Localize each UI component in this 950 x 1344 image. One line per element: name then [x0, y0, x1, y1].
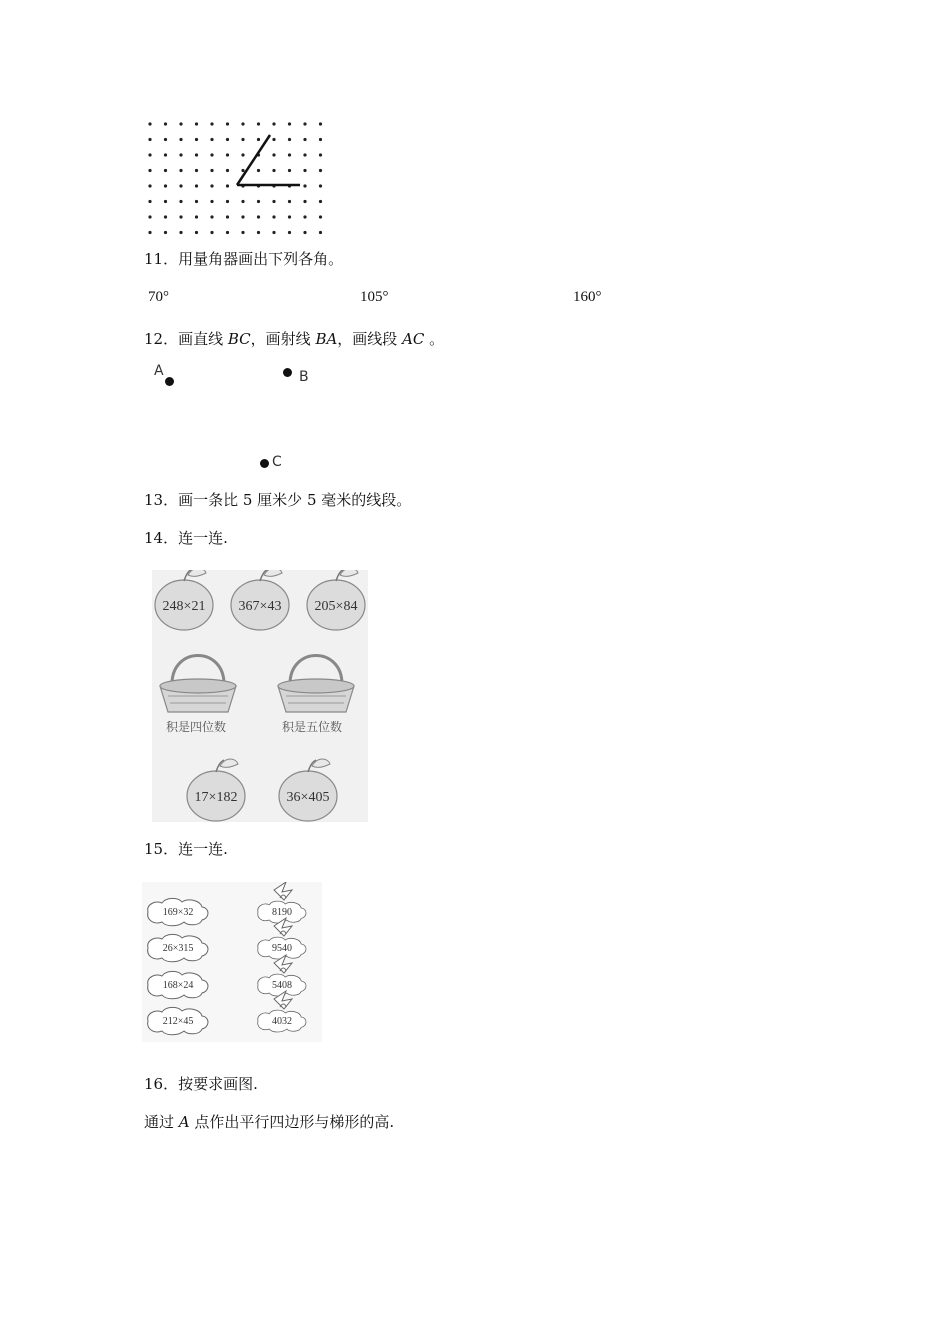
grid-dot — [319, 184, 322, 187]
left-cloud-4[interactable] — [148, 1007, 208, 1034]
left-cloud-1-label: 169×32 — [162, 907, 194, 918]
point-a-label: A — [154, 363, 164, 379]
grid-dot — [272, 153, 275, 156]
left-cloud-3-label: 168×24 — [162, 980, 194, 991]
apple-bottom-1-label: 17×182 — [194, 790, 238, 805]
grid-dot — [226, 200, 229, 203]
point-b-label: B — [299, 369, 309, 385]
grid-dot — [288, 169, 291, 172]
grid-dot — [210, 153, 213, 156]
question-text: 连一连. — [178, 840, 228, 858]
grid-dot — [241, 153, 244, 156]
apple-top-2[interactable] — [231, 570, 289, 630]
grid-dot — [195, 184, 198, 187]
apple-top-1-label: 248×21 — [162, 599, 206, 614]
grid-dot — [257, 231, 260, 234]
grid-dot — [210, 215, 213, 218]
right-cloud-1-label: 8190 — [272, 907, 292, 918]
grid-dot — [288, 122, 291, 125]
grid-dot — [303, 122, 306, 125]
grid-dot — [241, 200, 244, 203]
angle-105: 105° — [360, 289, 389, 305]
question-number: 13． — [144, 491, 179, 509]
question-text: 用量角器画出下列各角。 — [178, 250, 344, 268]
point-a-dot — [165, 377, 174, 386]
grid-dot — [319, 215, 322, 218]
grid-dot — [148, 200, 151, 203]
grid-dot — [303, 215, 306, 218]
grid-dot — [148, 138, 151, 141]
grid-dot — [288, 153, 291, 156]
right-cloud-1[interactable] — [258, 882, 306, 923]
grid-dot — [303, 169, 306, 172]
grid-dot — [319, 122, 322, 125]
question-number: 16． — [144, 1075, 179, 1093]
grid-dot — [257, 200, 260, 203]
grid-dot — [195, 200, 198, 203]
grid-dot — [148, 184, 151, 187]
grid-dot — [272, 169, 275, 172]
grid-dot — [195, 169, 198, 172]
question-14 — [144, 528, 228, 548]
grid-dot — [195, 153, 198, 156]
grid-dot — [210, 200, 213, 203]
grid-dot — [210, 169, 213, 172]
grid-dot — [148, 215, 151, 218]
segment-ac-label: AC — [402, 330, 425, 348]
basket-2-label: 积是五位数 — [282, 720, 343, 734]
grid-dot — [164, 231, 167, 234]
apple-bottom-1[interactable] — [187, 759, 245, 821]
grid-dot — [288, 231, 291, 234]
grid-dot — [257, 138, 260, 141]
question-number: 14． — [144, 529, 179, 547]
question-number: 15． — [144, 840, 179, 858]
grid-dot — [179, 231, 182, 234]
grid-dot — [226, 169, 229, 172]
grid-dot — [288, 215, 291, 218]
point-c-dot — [260, 459, 269, 468]
angle-ray-slanted — [237, 135, 270, 185]
right-cloud-2-label: 9540 — [272, 943, 292, 954]
question-16-instruction: 通过 A 点作出平行四边形与梯形的高. — [144, 1113, 395, 1131]
right-cloud-2[interactable] — [258, 918, 306, 959]
basket-2[interactable] — [278, 656, 354, 713]
grid-dot — [164, 184, 167, 187]
cloud-matching-drawing — [142, 882, 322, 1042]
grid-dot — [226, 138, 229, 141]
grid-dot — [241, 215, 244, 218]
grid-dot — [148, 231, 151, 234]
angle-160: 160° — [573, 289, 602, 305]
grid-dot — [241, 138, 244, 141]
grid-dot — [164, 200, 167, 203]
grid-dot — [148, 169, 151, 172]
left-cloud-4-label: 212×45 — [162, 1016, 194, 1027]
question-12: 12．画直线 BC，画射线 BA，画线段 AC 。 — [144, 330, 445, 348]
right-cloud-4-label: 4032 — [272, 1016, 292, 1027]
question-13 — [144, 490, 411, 510]
apple-bottom-2[interactable] — [279, 759, 337, 821]
grid-dot — [164, 153, 167, 156]
grid-dot — [272, 200, 275, 203]
right-cloud-4[interactable] — [258, 991, 306, 1032]
grid-dot — [241, 169, 244, 172]
grid-dot — [303, 231, 306, 234]
question-text: 按要求画图. — [178, 1075, 258, 1093]
apple-basket-drawing — [152, 570, 368, 822]
grid-dot — [195, 122, 198, 125]
point-c-label: C — [272, 454, 282, 470]
line-bc-label: BC — [227, 330, 251, 348]
grid-dot — [241, 231, 244, 234]
left-cloud-3[interactable] — [148, 971, 208, 998]
grid-dot — [303, 200, 306, 203]
ray-ba-label: BA — [315, 330, 338, 348]
grid-dot — [272, 138, 275, 141]
dot-grid-angle-figure — [140, 118, 340, 238]
grid-dot — [210, 184, 213, 187]
grid-dot — [195, 138, 198, 141]
grid-dot — [210, 122, 213, 125]
right-cloud-3[interactable] — [258, 955, 306, 996]
grid-dot — [303, 153, 306, 156]
grid-dot — [179, 169, 182, 172]
apple-bottom-2-label: 36×405 — [286, 790, 330, 805]
grid-dot — [319, 138, 322, 141]
apple-top-1[interactable] — [155, 570, 213, 630]
grid-dot — [179, 184, 182, 187]
basket-1[interactable] — [160, 656, 236, 713]
grid-dot — [303, 138, 306, 141]
grid-dot — [257, 215, 260, 218]
grid-dot — [164, 169, 167, 172]
question-11 — [144, 249, 343, 269]
grid-dot — [257, 122, 260, 125]
grid-dot — [195, 215, 198, 218]
apple-top-3-label: 205×84 — [314, 599, 358, 614]
grid-dot — [272, 231, 275, 234]
basket-1-label: 积是四位数 — [166, 720, 227, 734]
grid-dot — [226, 215, 229, 218]
grid-dot — [148, 153, 151, 156]
grid-dot — [179, 122, 182, 125]
grid-dot — [241, 122, 244, 125]
grid-dot — [288, 138, 291, 141]
question-text: 连一连. — [178, 529, 228, 547]
right-cloud-3-label: 5408 — [272, 980, 292, 991]
grid-dot — [179, 215, 182, 218]
grid-dot — [179, 138, 182, 141]
question-16 — [144, 1074, 258, 1094]
cloud-matching-figure — [142, 882, 322, 1042]
grid-dot — [272, 215, 275, 218]
grid-dot — [179, 153, 182, 156]
question-number: 12． — [144, 330, 179, 348]
grid-dot — [319, 231, 322, 234]
grid-dot — [148, 122, 151, 125]
grid-dot — [319, 169, 322, 172]
grid-dot — [257, 169, 260, 172]
grid-dot — [319, 153, 322, 156]
grid-dot — [179, 200, 182, 203]
grid-dot — [303, 184, 306, 187]
grid-dot — [164, 122, 167, 125]
grid-dot — [210, 231, 213, 234]
angle-70: 70° — [148, 289, 169, 305]
question-text: 画一条比 5 厘米少 5 毫米的线段。 — [178, 491, 412, 509]
grid-dot — [272, 122, 275, 125]
grid-dot — [319, 200, 322, 203]
point-b-dot — [283, 368, 292, 377]
grid-dot — [226, 184, 229, 187]
grid-dot — [226, 153, 229, 156]
grid-dot — [226, 122, 229, 125]
grid-dot — [164, 215, 167, 218]
apple-top-2-label: 367×43 — [238, 599, 282, 614]
left-cloud-1[interactable] — [148, 898, 208, 925]
question-number: 11． — [144, 250, 179, 268]
apple-basket-figure — [152, 570, 368, 822]
apple-top-3[interactable] — [307, 570, 365, 630]
grid-dot — [210, 138, 213, 141]
grid-dot — [288, 200, 291, 203]
left-cloud-2-label: 26×315 — [162, 943, 194, 954]
point-a-ref: A — [178, 1113, 190, 1131]
grid-dot — [195, 231, 198, 234]
question-15 — [144, 839, 228, 859]
left-cloud-2[interactable] — [148, 934, 208, 961]
grid-dot — [164, 138, 167, 141]
grid-dot — [226, 231, 229, 234]
